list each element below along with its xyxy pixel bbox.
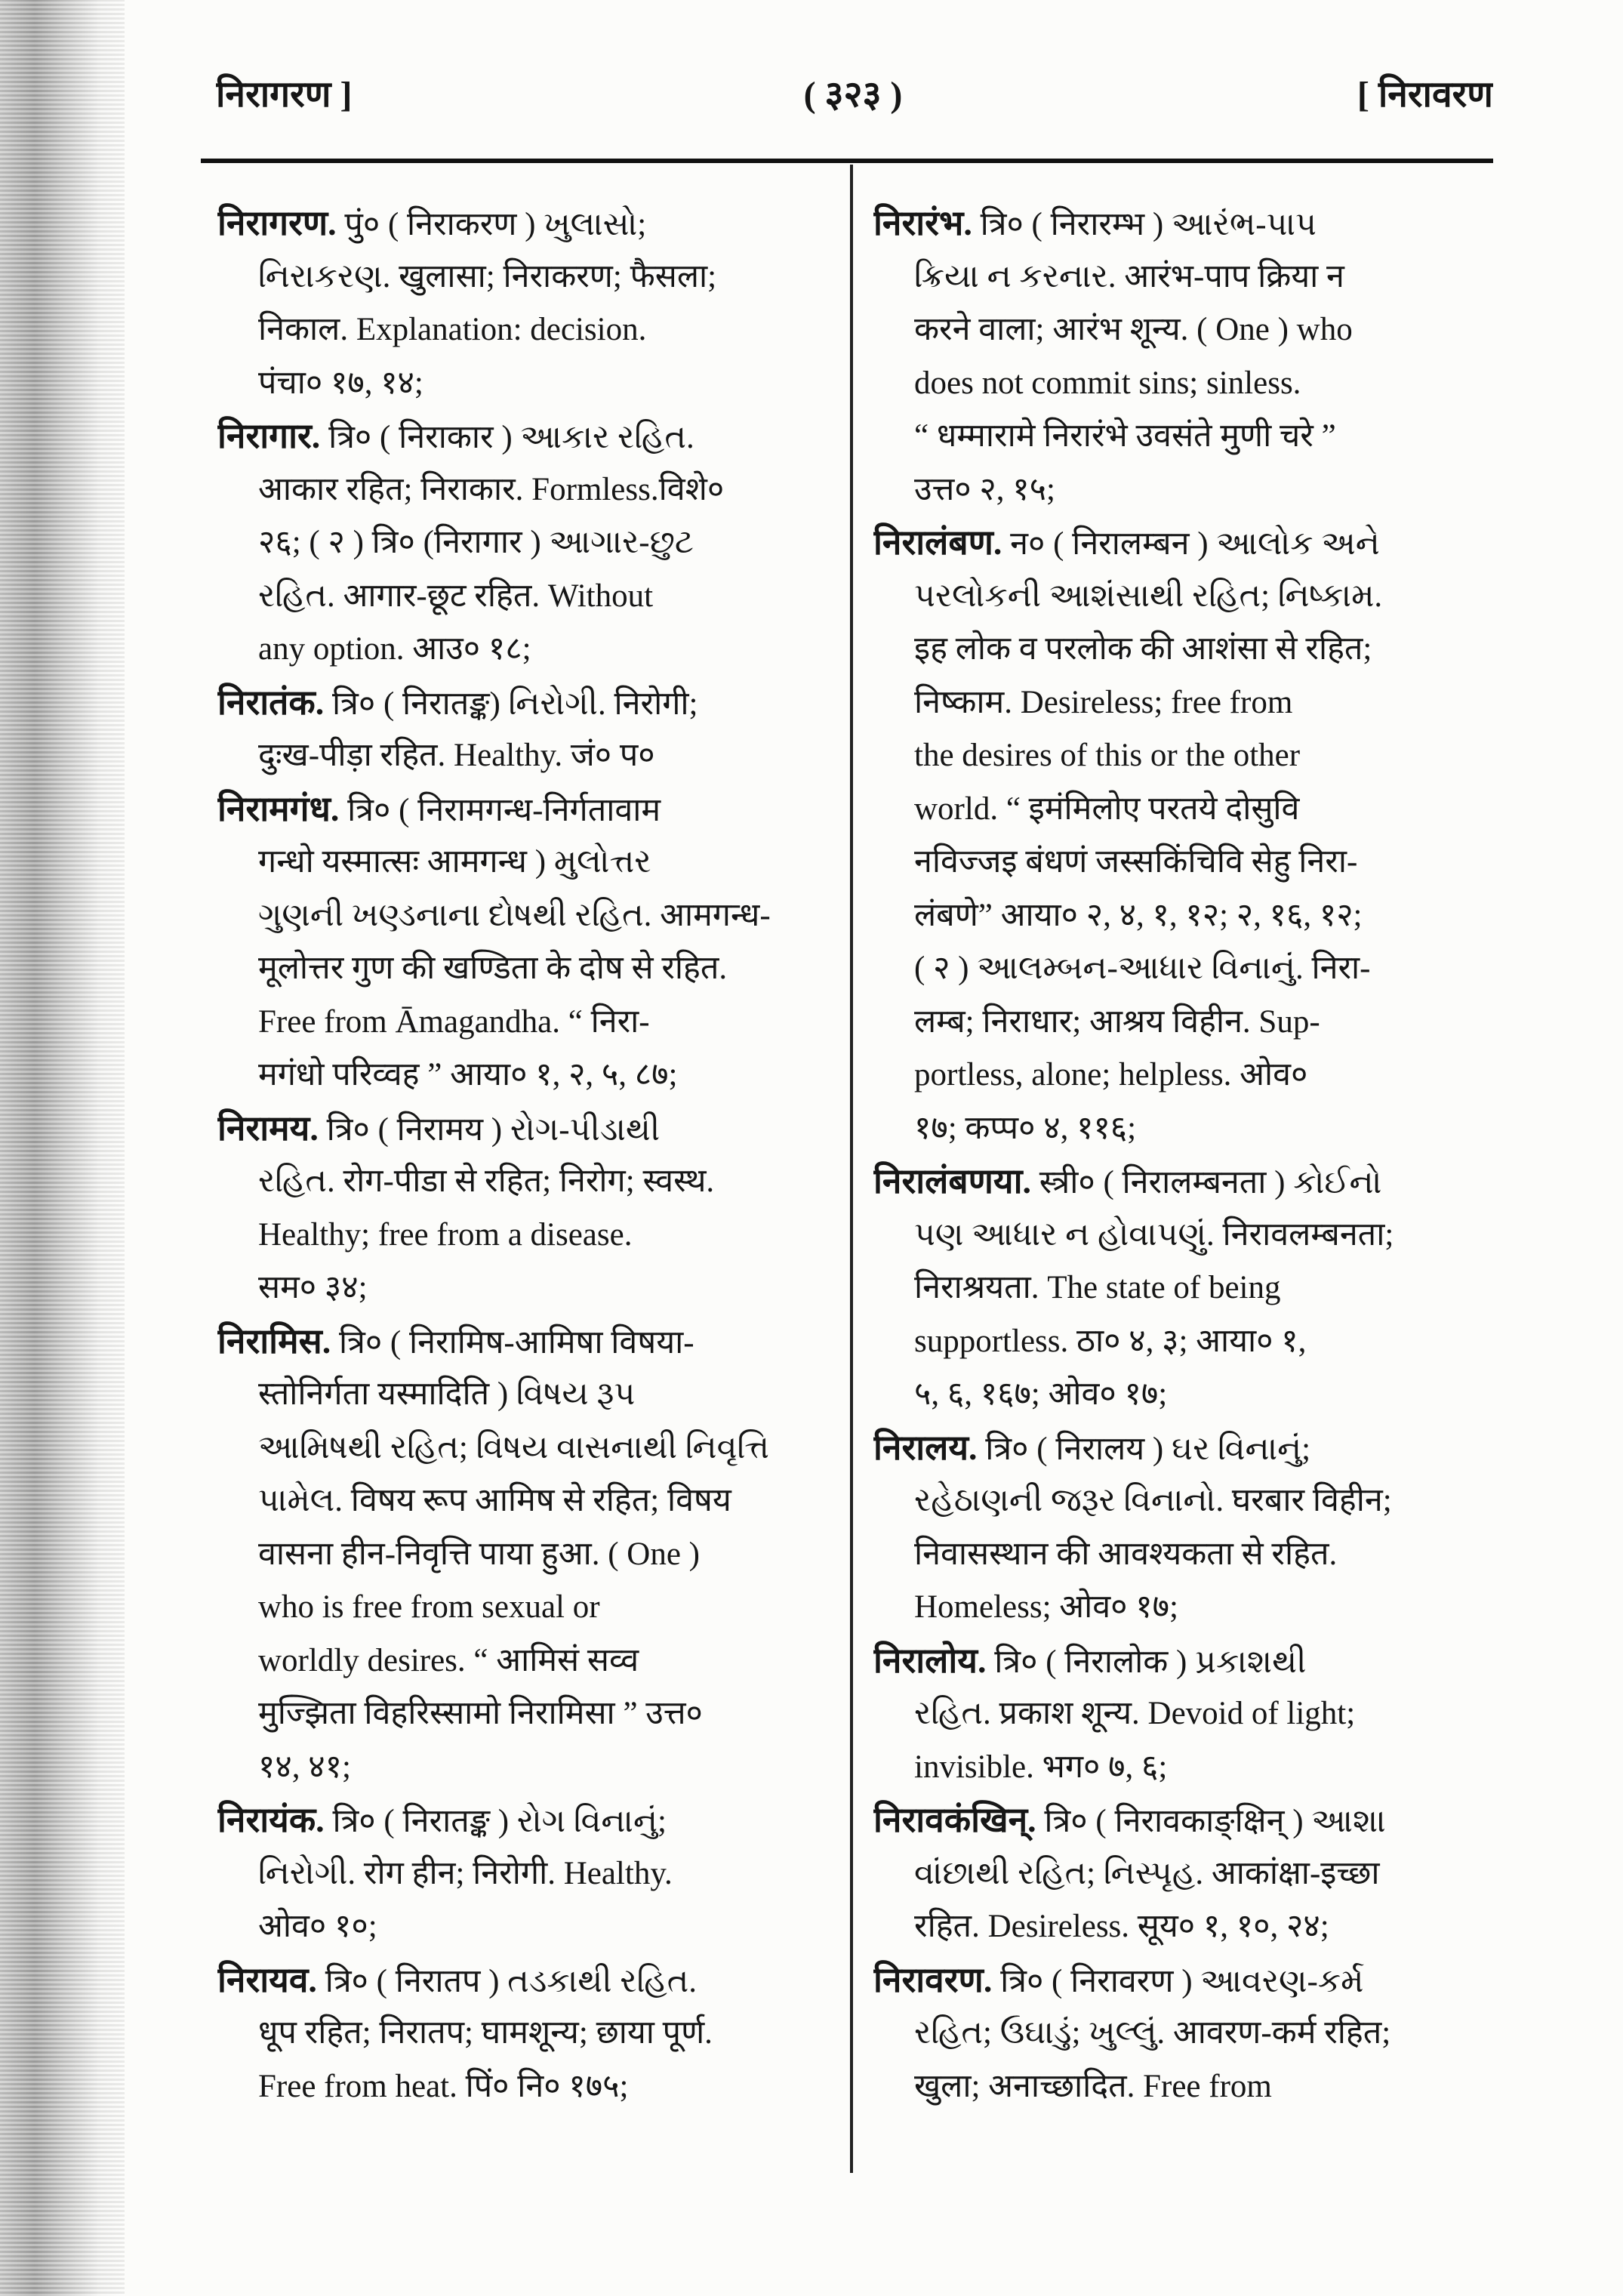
definition-text: स्त्री० ( निरालम्बनता ) કોઈનો [1039,1165,1382,1200]
definition-line: any option. आउ० १८; [258,631,531,667]
definition-line: વાંછાથી રહિત; નિસ્પૃહ. आकांक्षा-इच्छा [914,1855,1380,1891]
definition-line: invisible. भग० ७, ६; [914,1749,1168,1785]
definition-line: रहित. Desireless. सूय० १, १०, २४; [914,1909,1329,1944]
definition-line: આમિષથી રહિત; વિષય વાસનાથી નિવૃત્તિ [258,1429,769,1465]
entry-first-line [217,410,830,464]
headword: निरामिस. [217,1321,331,1361]
left-column [217,197,830,2130]
definition-line: स्तोनिर्गता यस्मादिति ) વિષય રૂપ [258,1376,636,1412]
definition-line: पंचा० १७, १४; [258,365,423,401]
headword: निरागरण. [217,204,337,242]
headword: निरायव. [217,1960,317,1999]
definition-text: त्रि० ( निरावकाङ्क्षिन् ) આશા [1044,1804,1386,1839]
entry-first-line [873,197,1489,251]
entry-first-line [217,783,830,837]
dictionary-entry [873,197,1489,516]
running-head-right: [ निरावरण [1357,75,1493,115]
definition-line: वासना हीन-निवृत्ति पाया हुआ. ( One ) [258,1536,700,1572]
definition-line: ओव० १०; [258,1909,377,1944]
dictionary-entry [873,1155,1489,1422]
dictionary-entry [217,1315,830,1795]
definition-line: પરલોકની આશંસાથી રહિત; નિષ્કામ. [914,578,1383,614]
definition-text: न० ( निरालम्बन ) આલોક અને [1010,526,1380,562]
dictionary-entry [873,1954,1489,2114]
definition-line: १७; कप्प० ४, ११६; [914,1110,1137,1146]
entry-first-line [217,676,830,730]
running-head-left: निरागरण ] [216,75,353,115]
dictionary-entry [217,410,830,676]
definition-text: त्रि० ( निरालय ) ઘર વિનાનું; [985,1431,1311,1467]
definition-line: दुःख-पीड़ा रहित. Healthy. जं० प० [258,738,655,773]
entry-first-line [873,1635,1489,1688]
definition-text: त्रि० ( निरातङ्क ) રોગ વિનાનું; [332,1804,667,1839]
headword: निरायंक. [217,1801,325,1839]
dictionary-entry [217,1794,830,1954]
dictionary-entry [217,1102,830,1315]
definition-text: त्रि० ( निरालोक ) પ્રકાશથી [994,1644,1307,1680]
dictionary-entry [217,1954,830,2114]
definition-line: निराश्रयता. The state of being [914,1270,1281,1305]
definition-line: રહિત. रोग-पीडा से रहित; निरोग; स्वस्थ. [258,1163,715,1199]
definition-line: રહિત. आगार-छूट रहित. Without [258,578,654,614]
entry-first-line [217,1315,830,1369]
definition-line: પણ આધાર ન હોવાપણું. निरावलम्बनता; [914,1216,1394,1253]
definition-line: २६; ( २ ) त्रि० (निरागार ) આગાર-છુટ [258,525,694,560]
definition-line: નિરાકરણ. खुलासा; निराकरण; फैसला; [258,258,717,294]
headword: निरालय. [873,1428,978,1467]
entry-first-line [873,516,1489,570]
headword: निरामय. [217,1108,319,1148]
definition-line: १४, ४१; [258,1749,351,1785]
definition-line: who is free from sexual or [258,1589,600,1625]
definition-line: Free from Āmagandha. “ निरा- [258,1003,650,1040]
definition-line: मूलोत्तर गुण की खण्डिता के दोष से रहित. [258,951,728,986]
definition-line: गन्धो यस्मात्सः आमगन्ध ) મુલોત્તર [258,844,651,880]
definition-line: ( २ ) આલમ્બન-આધાર વિનાનું. निरा- [914,951,1371,986]
definition-line: उत्त० २, १५; [914,471,1055,507]
definition-line: इह लोक व परलोक की आशंसा से रहित; [914,631,1372,667]
headword: निरावकंखिन्. [873,1801,1036,1839]
headword: निरालोय. [873,1641,987,1680]
definition-text: त्रि० ( निरारम्भ ) આરંભ-પાપ [980,207,1317,242]
dictionary-entry [873,1635,1489,1795]
dictionary-entry [873,1794,1489,1954]
entry-first-line [217,197,830,251]
definition-line: world. “ इमंमिलोए परतये दोसुवि [914,791,1300,827]
definition-text: त्रि० ( निरामिष-आमिषा विषया- [338,1324,694,1361]
definition-line: પામેલ. विषय रूप आमिष से रहित; विषय [258,1483,731,1518]
headword: निरारंभ. [873,204,972,242]
headword: निरावरण. [873,1960,993,1999]
dictionary-entry [217,197,830,410]
dictionary-entry [217,783,830,1102]
definition-line: आकार रहित; निराकार. Formless.विशे० [258,471,725,507]
entry-first-line [873,1794,1489,1848]
definition-text: त्रि० ( निरातप ) તડકાથી રહિત. [325,1963,698,1999]
definition-line: Healthy; free from a disease. [258,1216,633,1253]
definition-text: त्रि० ( निरावरण ) આવરણ-કર્મ [1000,1963,1364,1999]
definition-line: the desires of this or the other [914,738,1301,773]
entry-first-line [217,1102,830,1156]
dictionary-entry [873,1422,1489,1635]
headword: निरामगंध. [217,789,340,828]
definition-line: ५, ६, १६७; ओव० १७; [914,1376,1168,1412]
definition-line: નિરોગી. रोग हीन; निरोगी. Healthy. [258,1855,673,1891]
definition-line: निवासस्थान की आवश्यकता से रहित. [914,1536,1338,1572]
header-rule [201,159,1493,163]
definition-line: निष्काम. Desireless; free from [914,684,1293,720]
dictionary-entry [217,676,830,783]
definition-line: नविज्जइ बंधणं जस्सकिंचिवि सेहु निरा- [914,844,1358,880]
definition-line: ક્રિયા ન કરનાર. आरंभ-पाप क्रिया न [914,258,1344,294]
definition-text: त्रि० ( निराकार ) આકાર રહિત. [328,420,694,455]
entry-first-line [873,1954,1489,2008]
definition-text: पुं० ( निराकरण ) ખુલાસો; [344,207,647,242]
definition-line: રહેઠાણની જરૂર વિનાનો. घरबार विहीन; [914,1483,1392,1518]
definition-line: portless, alone; helpless. ओव० [914,1057,1308,1093]
headword: निरालंबण. [873,523,1002,562]
definition-line: धूप रहित; निरातप; घामशून्य; छाया पूर्ण. [258,2015,713,2051]
headword: निरालंबणया. [873,1162,1031,1200]
entry-first-line [873,1155,1489,1209]
definition-line: રહિત. प्रकाश शून्य. Devoid of light; [914,1696,1356,1731]
definition-line: निकाल. Explanation: decision. [258,312,647,347]
definition-line: सम० ३४; [258,1270,368,1305]
entry-first-line [217,1954,830,2008]
definition-text: त्रि० ( निरामय ) રોગ-પીડાથી [326,1111,661,1148]
column-divider [850,165,853,2173]
definition-line: worldly desires. “ आमिसं सव्व [258,1642,639,1678]
definition-line: लंबणे” आया० २, ४, १, १२; २, १६, १२; [914,897,1363,933]
definition-line: मगंधो परिव्वह ” आया० १, २, ५, ८७; [258,1057,678,1093]
entry-first-line [873,1422,1489,1475]
definition-line: खुला; अनाच्छादित. Free from [914,2068,1272,2104]
entry-first-line [217,1794,830,1848]
definition-text: त्रि० ( निरामगन्ध-निर्गतावाम [347,792,661,828]
definition-line: लम्ब; निराधार; आश्रय विहीन. Sup- [914,1003,1320,1040]
definition-line: supportless. ठा० ४, ३; आया० १, [914,1323,1307,1359]
definition-line: “ धम्मारामे निरारंभे उवसंते मुणी चरे ” [914,418,1336,454]
scan-edge-shadow [0,0,125,2296]
definition-line: does not commit sins; sinless. [914,365,1301,401]
dictionary-entry [873,516,1489,1155]
definition-line: ગુણની ખણ્ડનાના દોષથી રહિત. आमगन्ध- [258,897,771,933]
definition-text: त्रि० ( निरातङ्क) નિરોગી. निरोगी; [331,686,698,722]
headword: निरातंक. [217,683,325,722]
headword: निरागार. [217,417,321,455]
page-number: ( ३२३ ) [803,75,903,115]
definition-line: मुज्झिता विहरिस्सामो निरामिसा ” उत्त० [258,1696,703,1731]
definition-line: करने वाला; आरंभ शून्य. ( One ) who [914,312,1353,347]
right-column [873,197,1489,2130]
definition-line: રહિત; ઉઘાડું; ખુલ્લું. आवरण-कर्म रहित; [914,2015,1391,2051]
definition-line: Free from heat. पिं० नि० १७५; [258,2068,629,2104]
definition-line: Homeless; ओव० १७; [914,1589,1178,1625]
